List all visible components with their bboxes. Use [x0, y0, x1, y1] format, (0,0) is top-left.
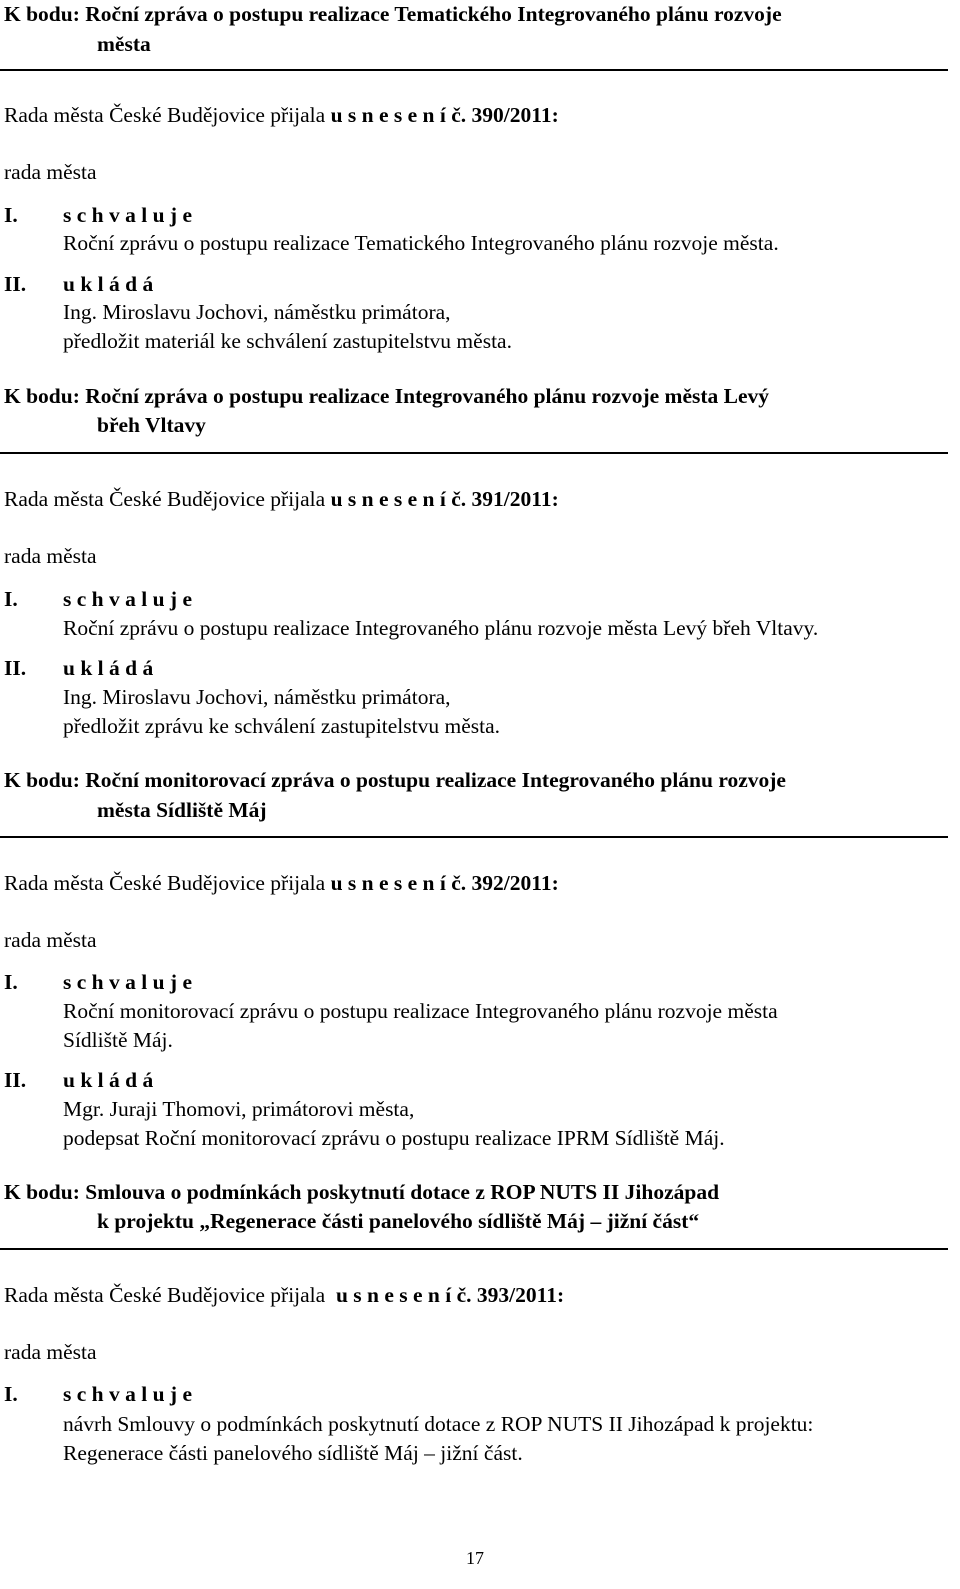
section-2-council: rada města	[4, 544, 97, 568]
resolution-prefix: Rada města České Budějovice přijala	[4, 103, 326, 127]
section-1-item-2-line-2: předložit materiál ke schválení zastupitelstvu města.	[63, 329, 512, 353]
section-2-item-1-numeral: I.	[4, 587, 18, 611]
resolution-number: č. 392/2011:	[451, 871, 559, 895]
section-1-item-1-numeral: I.	[4, 203, 18, 227]
section-3-item-2-line-1: Mgr. Juraji Thomovi, primátorovi města,	[63, 1097, 415, 1121]
section-3-item-1-verb: s c h v a l u j e	[63, 970, 192, 994]
section-4-heading-line-1: K bodu: Smlouva o podmínkách poskytnutí dotace z ROP NUTS II Jihozápad	[4, 1180, 720, 1204]
section-1-item-1-verb: s c h v a l u j e	[63, 203, 192, 227]
resolution-word: u s n e s e n í	[330, 103, 446, 127]
section-2-heading-line-1: K bodu: Roční zpráva o postupu realizace Integrovaného plánu rozvoje města Levý	[4, 384, 770, 408]
section-3-council: rada města	[4, 928, 97, 952]
section-1-divider	[0, 69, 948, 71]
section-3-item-2-verb: u k l á d á	[63, 1068, 154, 1092]
section-3-heading-line-1: K bodu: Roční monitorovací zpráva o postupu realizace Integrovaného plánu rozvoje	[4, 768, 786, 792]
section-4-resolution	[4, 1282, 564, 1308]
section-4-item-1-line-1: návrh Smlouvy o podmínkách poskytnutí dotace z ROP NUTS II Jihozápad k projektu:	[63, 1412, 814, 1436]
section-2-divider	[0, 452, 948, 454]
section-3-item-1-line-1: Roční monitorovací zprávu o postupu realizace Integrovaného plánu rozvoje města	[63, 999, 778, 1023]
section-4-item-1-verb: s c h v a l u j e	[63, 1382, 192, 1406]
section-3-divider	[0, 836, 948, 838]
section-2-resolution	[4, 486, 559, 512]
section-1-heading-line-2: města	[97, 32, 151, 56]
section-3-item-1-numeral: I.	[4, 970, 18, 994]
resolution-word: u s n e s e n í	[330, 487, 446, 511]
section-1-council: rada města	[4, 160, 97, 184]
section-1-item-2-numeral: II.	[4, 272, 27, 296]
resolution-prefix: Rada města České Budějovice přijala	[4, 871, 326, 895]
resolution-word: u s n e s e n í	[335, 1283, 452, 1307]
section-2-item-2-line-1: Ing. Miroslavu Jochovi, náměstku primátora,	[63, 685, 451, 709]
section-2-item-2-verb: u k l á d á	[63, 656, 154, 680]
resolution-number: č. 391/2011:	[451, 487, 559, 511]
resolution-prefix: Rada města České Budějovice přijala	[4, 487, 326, 511]
resolution-number: č. 390/2011:	[451, 103, 559, 127]
section-4-heading-line-2: k projektu „Regenerace části panelového sídliště Máj – jižní část“	[97, 1209, 700, 1233]
section-1-item-2-verb: u k l á d á	[63, 272, 154, 296]
section-1-heading-line-1: K bodu: Roční zpráva o postupu realizace Tematického Integrovaného plánu rozvoje	[4, 2, 782, 26]
section-3-item-2-numeral: II.	[4, 1068, 27, 1092]
section-3-item-1-line-2: Sídliště Máj.	[63, 1028, 173, 1052]
section-4-divider	[0, 1248, 948, 1250]
section-4-item-1-numeral: I.	[4, 1382, 18, 1406]
section-3-heading-line-2: města Sídliště Máj	[97, 798, 267, 822]
section-2-item-2-line-2: předložit zprávu ke schválení zastupitelstvu města.	[63, 714, 501, 738]
page-number: 17	[466, 1548, 484, 1568]
section-4-council: rada města	[4, 1340, 97, 1364]
section-2-item-2-numeral: II.	[4, 656, 27, 680]
section-3-item-2-line-2: podepsat Roční monitorovací zprávu o postupu realizace IPRM Sídliště Máj.	[63, 1126, 725, 1150]
section-2-item-1-verb: s c h v a l u j e	[63, 587, 192, 611]
section-1-item-1-line-1: Roční zprávu o postupu realizace Tematického Integrovaného plánu rozvoje města.	[63, 231, 779, 255]
resolution-word: u s n e s e n í	[330, 871, 446, 895]
section-3-resolution	[4, 870, 559, 896]
section-2-heading-line-2: břeh Vltavy	[97, 413, 206, 437]
section-4-item-1-line-2: Regenerace části panelového sídliště Máj – jižní část.	[63, 1441, 523, 1465]
section-1-resolution	[4, 102, 559, 128]
resolution-prefix: Rada města České Budějovice přijala	[4, 1283, 326, 1307]
section-1-item-2-line-1: Ing. Miroslavu Jochovi, náměstku primátora,	[63, 300, 451, 324]
section-2-item-1-line-1: Roční zprávu o postupu realizace Integrovaného plánu rozvoje města Levý břeh Vltavy.	[63, 616, 819, 640]
resolution-number: č. 393/2011:	[456, 1283, 565, 1307]
